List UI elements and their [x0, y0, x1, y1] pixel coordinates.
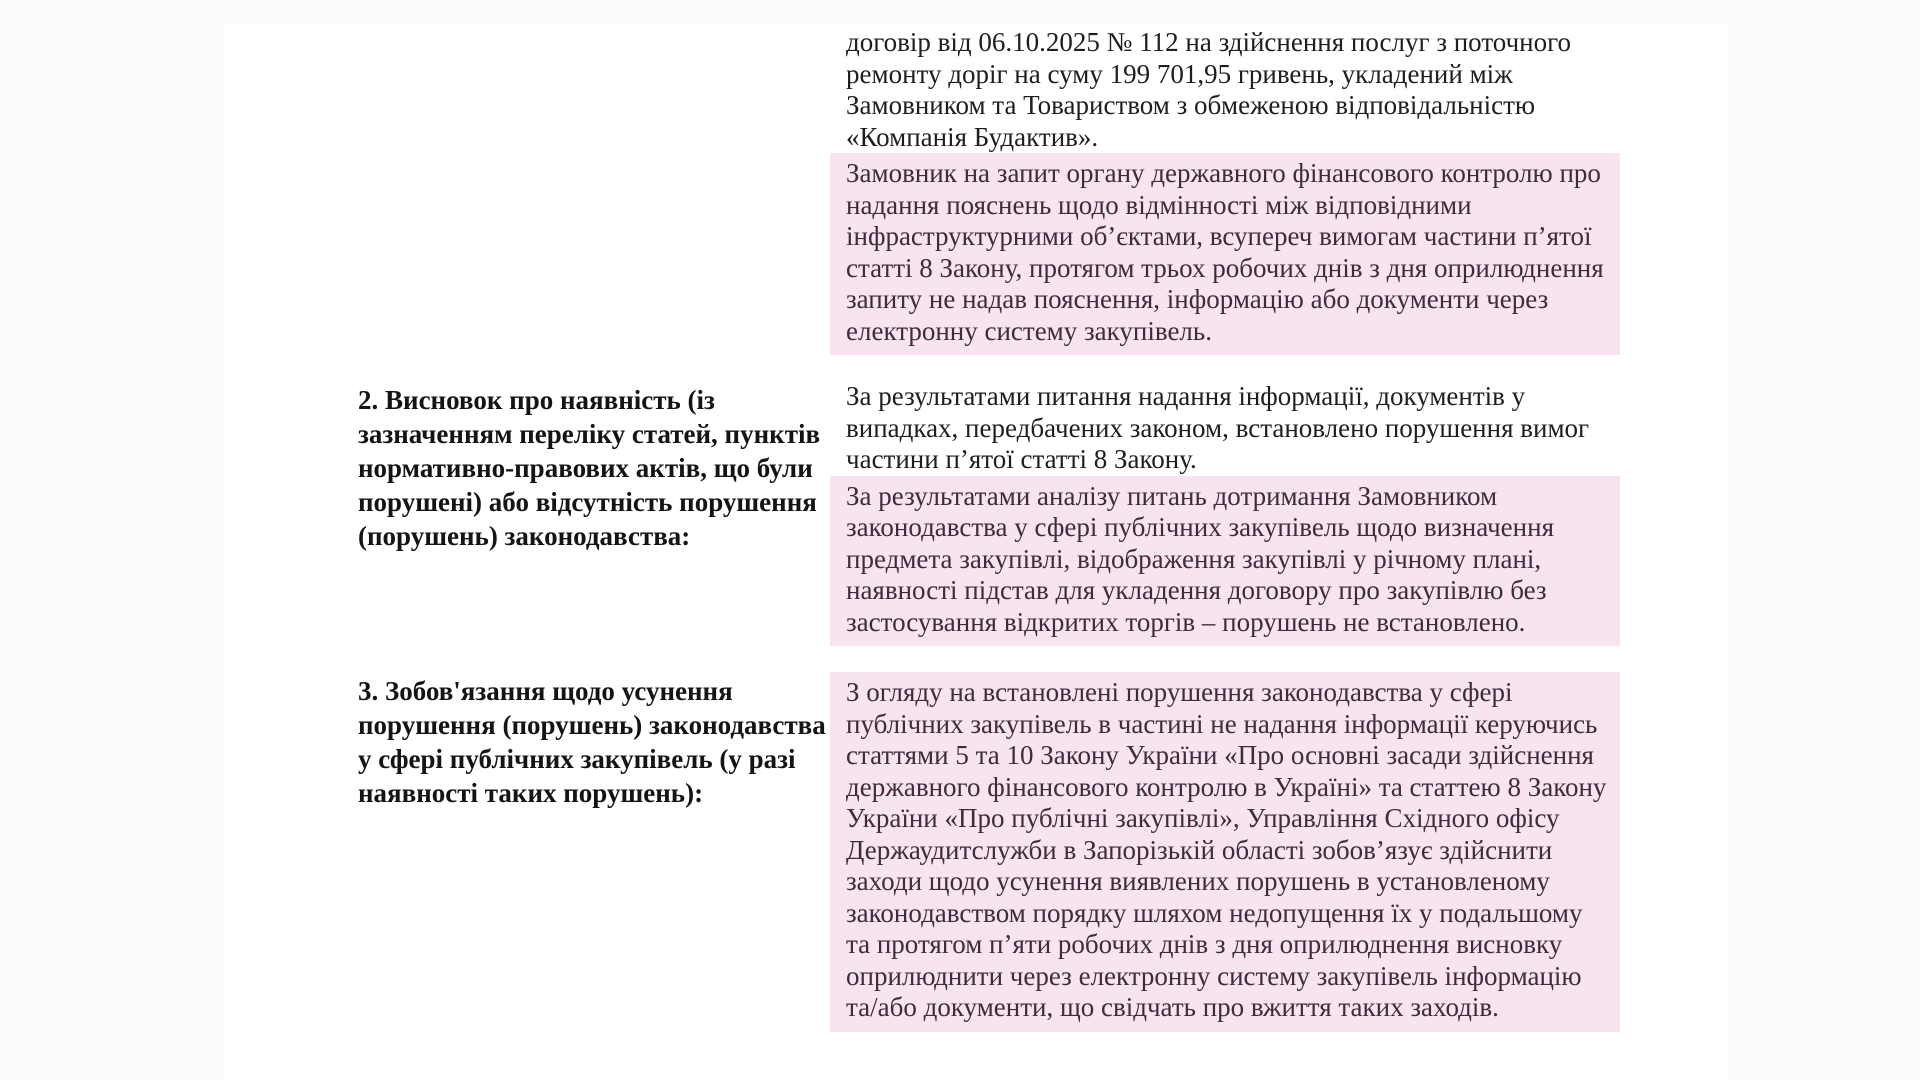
document-page: [225, 23, 1728, 1080]
heading-cell: [298, 381, 830, 553]
paragraph-conclusion-violation-found: За результатами питання надання інформації, документів у випадках, передбачених законом, встановлено порушення вимог частини п’ятої статті 8 Закону.: [846, 381, 1590, 474]
section-heading-3: 3. Зобов'язання щодо усунення порушення (порушень) законодавства у сфері публічних закупівель (у разі наявності таких порушень):: [358, 676, 826, 808]
highlighted-paragraph-no-violations-found: За результатами аналізу питань дотримання Замовником законодавства у сфері публічних закупівель щодо визначення предмета закупівлі, відображення закупівлі у річному плані, наявності підстав для укладення договору про закупівлю без застосування відкритих торгів – порушень не встановлено.: [830, 476, 1620, 647]
body-cell: [830, 672, 1620, 1032]
document-row-section-3: [298, 672, 1618, 1032]
heading-cell-empty: [298, 27, 830, 29]
section-heading-2: 2. Висновок про наявність (із зазначенням переліку статей, пунктів нормативно-правових актів, що були порушені) або відсутність порушення (порушень) законодавства:: [358, 385, 821, 551]
document-row-section-2: [298, 381, 1618, 646]
document-row-continuation: [298, 27, 1618, 355]
highlighted-paragraph-obligation-to-remedy: З огляду на встановлені порушення законодавства у сфері публічних закупівель в частині не надання інформації керуючись статтями 5 та 10 Закону України «Про основні засади здійснення державного фінансового контролю в Україні» та статтею 8 Закону України «Про публічні закупівлі», Управління Східного офісу Держаудитслужби в Запорізькій області зобов’язує здійснити заходи щодо усунення виявлених порушень в установленому законодавством порядку шляхом недопущення їх у подальшому та протягом п’яти робочих днів з дня оприлюднення висновку оприлюднити через електронну систему закупівель інформацію та/або документи, що свідчать про вжиття таких заходів.: [830, 672, 1620, 1032]
highlighted-paragraph-violation-description: Замовник на запит органу державного фінансового контролю про надання пояснень щодо відмінності між відповідними інфраструктурними об’єктами, всупереч вимогам частини п’ятої статті 8 Закону, протягом трьох робочих днів з дня оприлюднення запиту не надав пояснення, інформацію або документи через електронну систему закупівель.: [830, 153, 1620, 355]
heading-cell: [298, 672, 830, 810]
body-cell: [830, 27, 1620, 355]
body-cell: [830, 381, 1620, 646]
paragraph-contract-details: договір від 06.10.2025 № 112 на здійснення послуг з поточного ремонту доріг на суму 199 701,95 гривень, укладений між Замовником та Товариством з обмеженою відповідальністю «Компанія Будактив».: [846, 27, 1572, 152]
